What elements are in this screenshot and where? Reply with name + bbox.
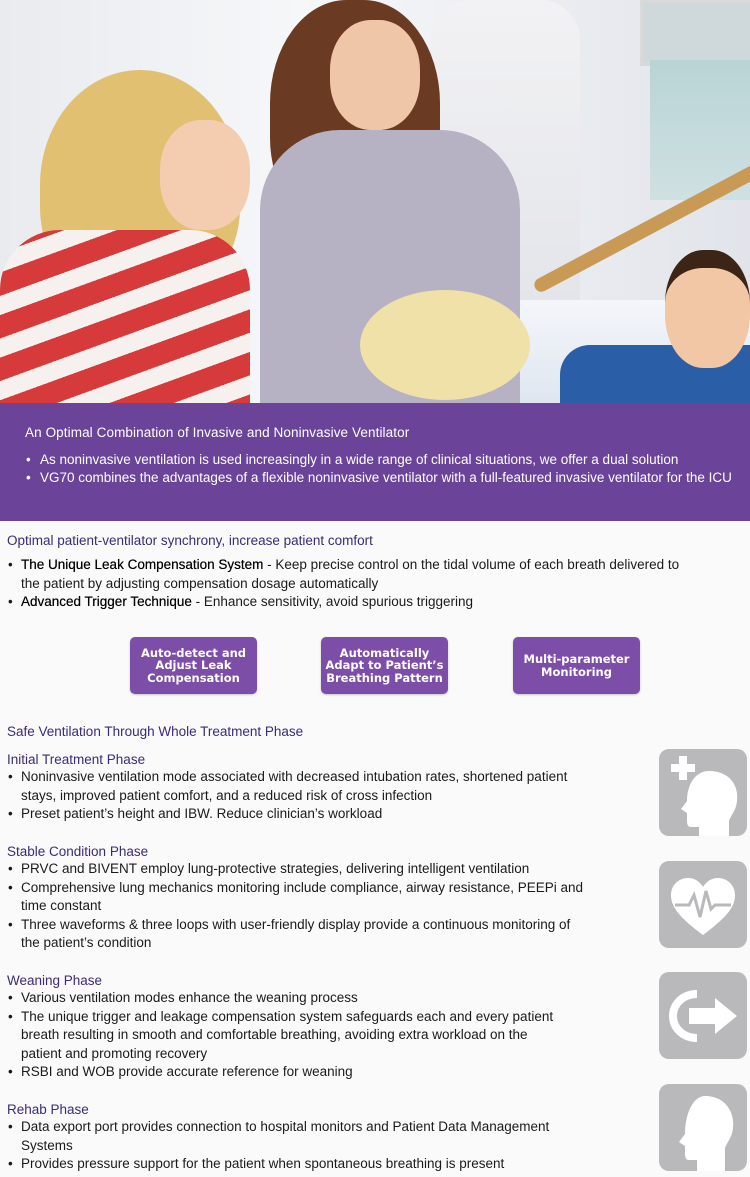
heart-pulse-icon [659, 861, 747, 948]
banner-title: An Optimal Combination of Invasive and Noninvasive Ventilator [25, 425, 410, 440]
phase-title-rehab: Rehab Phase [7, 1102, 89, 1117]
feature-term: The Unique Leak Compensation System [21, 557, 264, 572]
feature-monitoring-button[interactable]: Multi-parameter Monitoring [513, 637, 640, 694]
list-item [7, 556, 697, 593]
list-item: • Three waveforms & three loops with user-friendly display provide a continuous monitoring of the patient’s condition [7, 916, 587, 953]
list-item: • Data export port provides connection to hospital monitors and Patient Data Management Systems [7, 1118, 567, 1155]
phase-list-rehab [7, 1118, 567, 1174]
feature-text: - Enhance sensitivity, avoid spurious triggering [191, 594, 474, 609]
list-item: • The unique trigger and leakage compensation system safeguards each and every patient breath resulting in smooth and comfortable breathing, avoiding extra workload on the patient and promoting recovery [7, 1008, 567, 1064]
feature-text: - Keep precise control on the tidal volume of each breath delivered to the patient by adjusting compensation dosage automatically [21, 557, 680, 591]
feature-breathing-pattern-button[interactable]: Automatically Adapt to Patient’s Breathing Pattern [321, 637, 448, 694]
safe-ventilation-title: Safe Ventilation Through Whole Treatment Phase [7, 724, 304, 739]
synchrony-title: Optimal patient-ventilator synchrony, increase patient comfort [7, 533, 373, 548]
banner-bullet: • As noninvasive ventilation is used increasingly in a wide range of clinical situations, we offer a dual solution [24, 451, 750, 469]
synchrony-list [7, 556, 697, 612]
head-profile-icon [659, 1084, 747, 1171]
list-item: • Provides pressure support for the patient when spontaneous breathing is present [7, 1155, 567, 1174]
list-item: • Comprehensive lung mechanics monitoring include compliance, airway resistance, PEEPi and time constant [7, 879, 587, 916]
list-item: • Preset patient’s height and IBW. Reduce clinician’s workload [7, 805, 587, 824]
medical-head-icon [659, 749, 747, 836]
phase-title-weaning: Weaning Phase [7, 973, 103, 988]
intro-banner [0, 403, 750, 521]
phase-list-weaning [7, 989, 567, 1082]
list-item: • RSBI and WOB provide accurate reference for weaning [7, 1063, 567, 1082]
banner-bullet: • VG70 combines the advantages of a flexible noninvasive ventilator with a full-featured invasive ventilator for the ICU [24, 469, 750, 487]
phase-list-stable [7, 860, 587, 953]
feature-leak-compensation-button[interactable]: Auto-detect and Adjust Leak Compensation [130, 637, 257, 694]
arrow-exit-icon [659, 972, 747, 1059]
hero-image [0, 0, 750, 403]
banner-bullets [24, 451, 750, 487]
phase-list-initial [7, 768, 587, 824]
phase-title-initial: Initial Treatment Phase [7, 752, 146, 767]
phase-title-stable: Stable Condition Phase [7, 844, 149, 859]
list-item [7, 593, 697, 612]
list-item: • PRVC and BIVENT employ lung-protective strategies, delivering intelligent ventilation [7, 860, 587, 879]
feature-term: Advanced Trigger Technique [21, 594, 192, 609]
list-item: • Noninvasive ventilation mode associated with decreased intubation rates, shortened patient stays, improved patient comfort, and a reduced risk of cross infection [7, 768, 587, 805]
list-item: • Various ventilation modes enhance the weaning process [7, 989, 567, 1008]
